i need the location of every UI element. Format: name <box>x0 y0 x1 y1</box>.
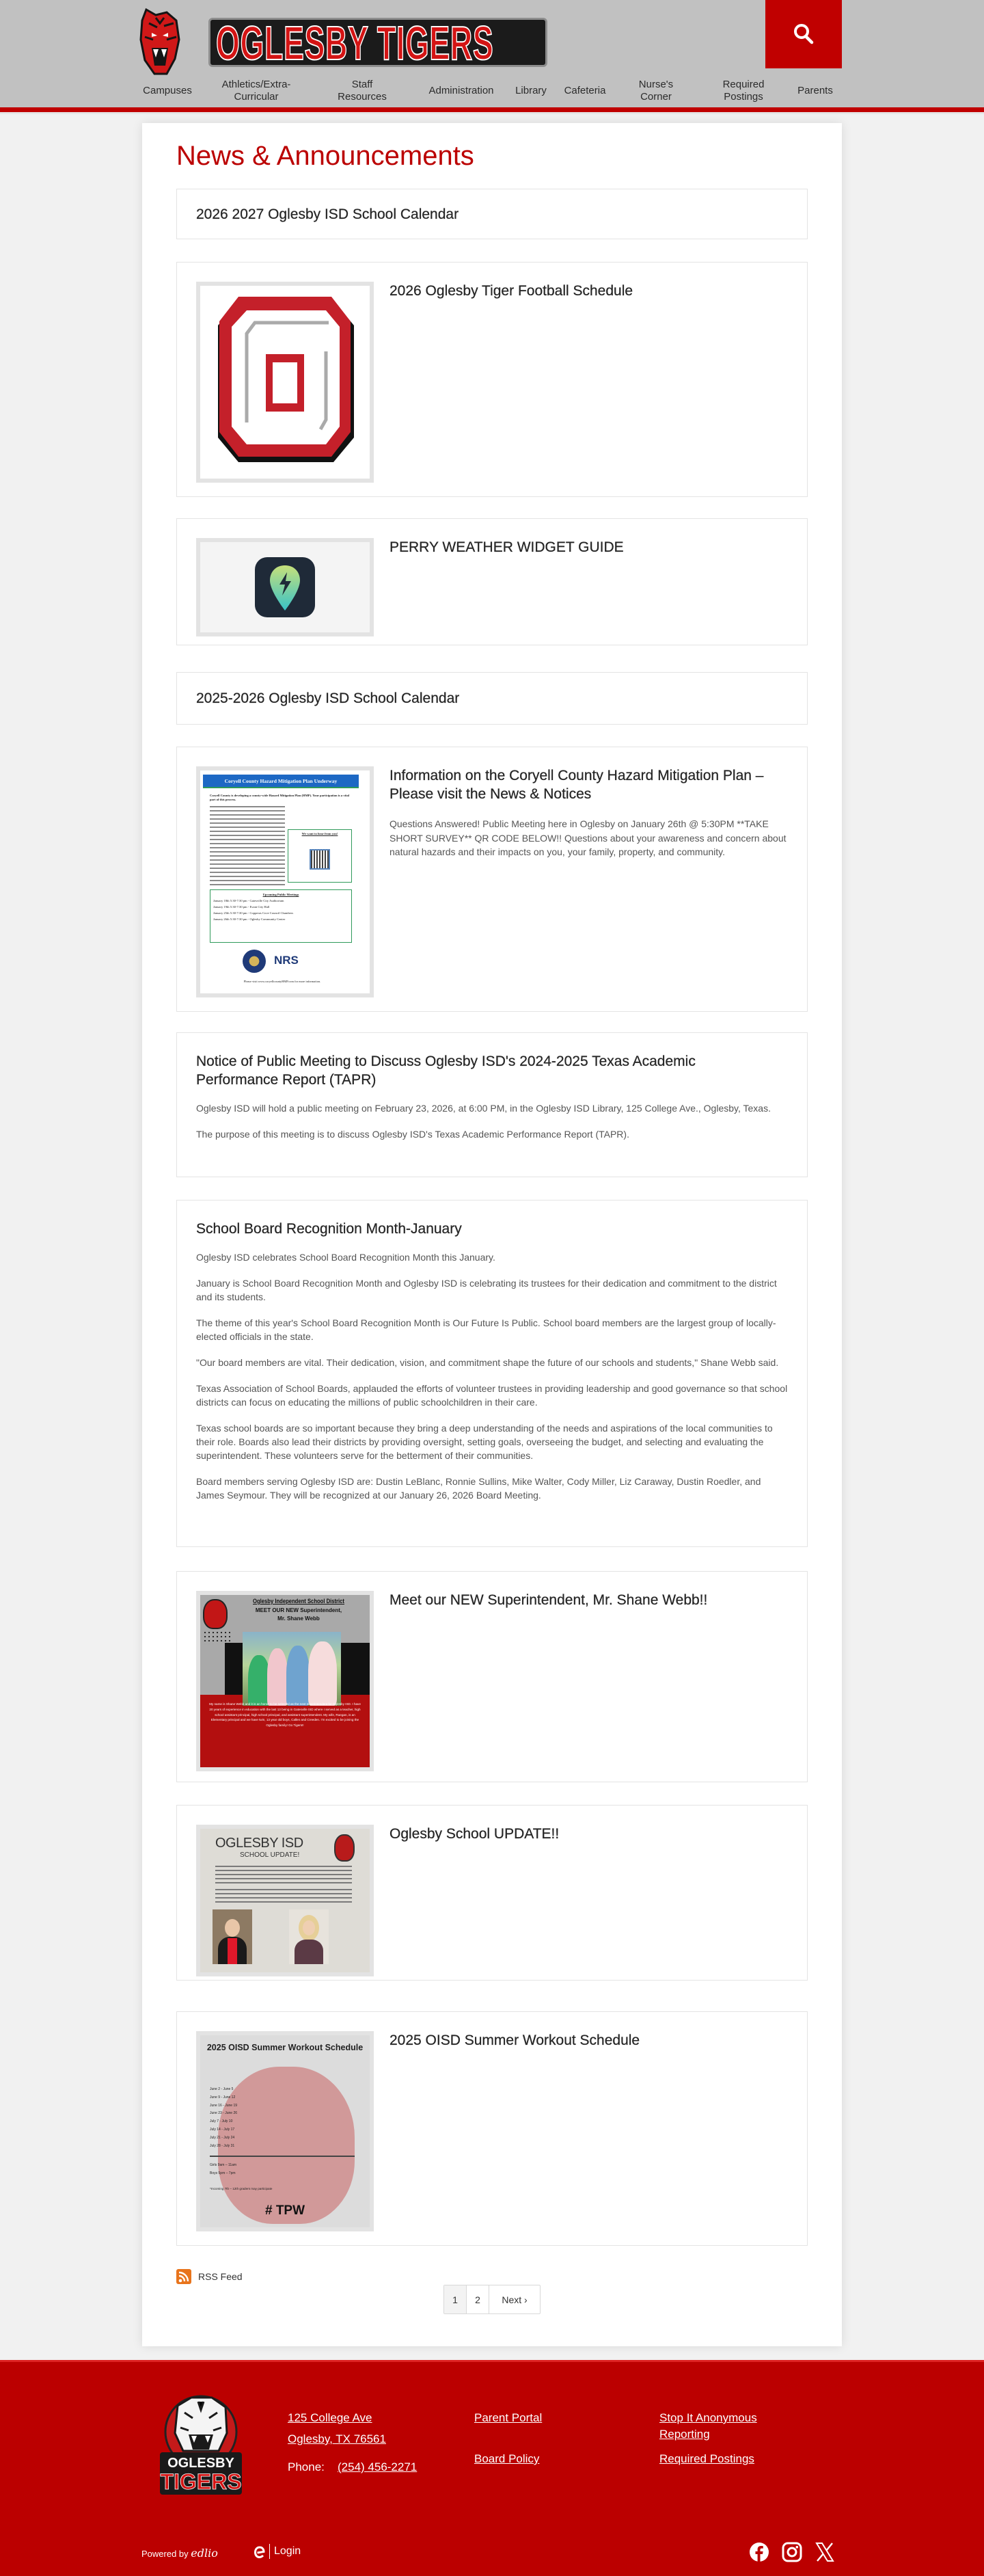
flyer-week: June 16 - June 19 <box>210 2103 238 2108</box>
search-button[interactable] <box>765 0 842 68</box>
site-footer <box>0 2360 984 2576</box>
login-separator <box>269 2544 270 2559</box>
nav-athletics[interactable]: Athletics/Extra-Curricular <box>221 79 291 103</box>
page-2-button[interactable]: 2 <box>467 2285 489 2313</box>
flyer-times <box>210 2161 236 2177</box>
flyer-line: Mr. Shane Webb <box>277 1615 320 1622</box>
news-item-title[interactable]: 2026 2027 Oglesby ISD School Calendar <box>196 206 459 222</box>
tiger-logo-icon <box>203 1599 228 1629</box>
news-item-title[interactable]: 2026 Oglesby Tiger Football Schedule <box>390 283 633 299</box>
news-item-title[interactable]: 2025 OISD Summer Workout Schedule <box>390 2032 640 2048</box>
news-item <box>176 1571 808 1782</box>
flyer-line: Oglesby Independent School District <box>253 1598 344 1605</box>
flyer-week: June 2 - June 5 <box>210 2087 234 2091</box>
flyer-meetings-box <box>210 889 352 943</box>
summer-workout-flyer-image <box>200 2035 370 2227</box>
news-item-summary: Questions Answered! Public Meeting here in Oglesby on January 26th @ 5:30PM **TAKE SHORT SURVEY** QR CODE BELOW!! Questions about your awareness and concern about natural hazards and their impacts on you, your family, property, and community. <box>390 818 787 857</box>
news-paragraph: "Our board members are vital. Their dedication, vision, and commitment shape the future of our schools and students," Shane Webb said. <box>196 1357 779 1368</box>
news-item-title[interactable]: Meet our NEW Superintendent, Mr. Shane Webb!! <box>390 1592 708 1608</box>
news-paragraph: The purpose of this meeting is to discuss Oglesby ISD's Texas Academic Performance Report (TAPR). <box>196 1129 629 1140</box>
powered-by-label: Powered by <box>141 2549 189 2559</box>
x-icon <box>815 2541 835 2563</box>
page-1-button[interactable]: 1 <box>444 2285 467 2313</box>
tiger-logo-icon <box>334 1834 355 1862</box>
flyer-divider <box>210 2156 355 2157</box>
news-item <box>176 2011 808 2246</box>
nav-nurses-corner[interactable]: Nurse's Corner <box>638 79 674 103</box>
flyer-meeting: January 18th 5:30-7:30 pm - Gatesville City Auditorium <box>213 899 284 902</box>
nrs-logo: NRS <box>274 954 299 967</box>
news-paragraph: January is School Board Recognition Month and Oglesby ISD is celebrating its trustees for their dedication and commitment to the district and its students. <box>196 1278 777 1302</box>
news-item <box>176 262 808 497</box>
flyer-weeks <box>210 2086 237 2150</box>
site-header <box>0 0 984 107</box>
footer-logo-line2: TIGERS <box>160 2469 242 2494</box>
flyer-line: OGLESBY ISD <box>215 1836 303 1851</box>
flyer-text-lines <box>215 1866 352 1905</box>
wordmark-text: OGLESBY TIGERS <box>216 18 494 67</box>
flyer-week: July 14 - July 17 <box>210 2127 235 2132</box>
nav-campuses[interactable]: Campuses <box>143 85 192 96</box>
news-item-title[interactable]: 2025-2026 Oglesby ISD School Calendar <box>196 690 460 706</box>
edlio-brand: edlio <box>191 2547 218 2560</box>
news-thumbnail[interactable] <box>196 282 374 483</box>
flyer-hashtag: # TPW <box>264 2203 305 2218</box>
footer-phone-link[interactable]: (254) 456-2271 <box>338 2460 418 2473</box>
news-item-title[interactable]: Information on the Coryell County Hazard Mitigation Plan – Please visit the News & Notices <box>390 768 764 802</box>
news-item <box>176 747 808 1012</box>
news-thumbnail[interactable] <box>196 2031 374 2231</box>
nav-administration[interactable]: Administration <box>428 85 494 96</box>
news-thumbnail[interactable] <box>196 1825 374 1976</box>
header-divider <box>0 112 984 114</box>
footer-link-parent-portal[interactable]: Parent Portal <box>474 2411 543 2424</box>
footer-logo-line1: OGLESBY <box>167 2456 234 2471</box>
oglesby-o-logo-icon <box>200 286 370 479</box>
flyer-text-lines <box>210 806 285 888</box>
flyer-meeting: January 19th 5:30-7:30 pm - Evant City Hall <box>213 905 270 909</box>
flyer-survey-box <box>288 829 352 883</box>
flyer-line: MEET OUR NEW Superintendent, <box>255 1607 342 1613</box>
news-thumbnail[interactable] <box>196 766 374 997</box>
qr-code-icon <box>311 850 329 868</box>
flyer-time: Boys 5pm – 7pm <box>210 2171 236 2175</box>
x-twitter-link[interactable] <box>815 2541 835 2563</box>
family-photo <box>243 1632 341 1706</box>
next-page-button[interactable]: Next › <box>502 2294 528 2305</box>
nav-library[interactable]: Library <box>515 85 547 96</box>
news-thumbnail[interactable] <box>196 1591 374 1771</box>
news-item-body <box>196 1250 788 1502</box>
flyer-box-title: We want to hear from you! <box>301 832 338 835</box>
flyer-week: July 21 - July 24 <box>210 2135 235 2140</box>
pagination <box>443 2285 541 2314</box>
rss-label: RSS Feed <box>198 2271 243 2282</box>
flyer-footer: Please visit www.coryellcountyHMP.com for more information. <box>243 980 321 983</box>
news-paragraph: Oglesby ISD celebrates School Board Recognition Month this January. <box>196 1252 495 1263</box>
principal-photo <box>289 1909 329 1964</box>
instagram-link[interactable] <box>782 2541 802 2563</box>
edlio-e-icon <box>254 2545 265 2558</box>
flyer-week: July 7 - July 10 <box>210 2119 233 2124</box>
nav-cafeteria[interactable]: Cafeteria <box>564 85 606 96</box>
news-item <box>176 1032 808 1177</box>
footer-address-line1[interactable]: 125 College Ave <box>288 2411 372 2424</box>
flyer-meeting: January 26th 5:30-7:30 pm - Oglesby Community Center <box>213 917 286 921</box>
flyer-dot-pattern <box>203 1631 230 1644</box>
flyer-week: June 23 - June 26 <box>210 2111 238 2116</box>
news-item <box>176 1805 808 1981</box>
footer-link-board-policy[interactable]: Board Policy <box>474 2452 540 2465</box>
news-item <box>176 189 808 239</box>
flyer-note: *Incoming 7th – 12th graders may participate <box>210 2187 273 2190</box>
login-link[interactable] <box>254 2544 301 2559</box>
county-seal-icon <box>243 950 266 973</box>
news-item <box>176 672 808 725</box>
rss-icon <box>176 2268 191 2285</box>
flyer-title: 2025 OISD Summer Workout Schedule <box>206 2043 364 2052</box>
flyer-header: Coryell County Hazard Mitigation Plan Underway <box>203 775 359 788</box>
news-item-title[interactable]: Oglesby School UPDATE!! <box>390 1826 560 1842</box>
login-label: Login <box>274 2545 301 2557</box>
news-item <box>176 1200 808 1547</box>
news-item-content <box>390 766 788 859</box>
footer-tiger-logo[interactable] <box>150 2392 251 2499</box>
news-item <box>176 518 808 645</box>
nav-parents[interactable]: Parents <box>797 85 833 96</box>
facebook-link[interactable] <box>749 2541 769 2563</box>
perry-weather-app-icon <box>200 542 370 632</box>
instagram-icon <box>782 2541 802 2563</box>
news-paragraph: Texas Association of School Boards, applauded the efforts of volunteer trustees in providing leadership and good governance so that school districts can focus on educating the millions of public schoolchildren in their care. <box>196 1383 788 1408</box>
news-item-title[interactable]: PERRY WEATHER WIDGET GUIDE <box>390 539 624 555</box>
hazard-flyer-image <box>200 770 370 993</box>
rss-feed-link[interactable] <box>176 2268 808 2285</box>
footer-address-line2[interactable]: Oglesby, TX 76561 <box>288 2432 386 2445</box>
news-item-title[interactable]: School Board Recognition Month-January <box>196 1221 462 1237</box>
footer-link-required-postings[interactable]: Required Postings <box>659 2452 754 2465</box>
flyer-meetings-title: Upcoming Public Meetings <box>262 893 299 896</box>
flyer-week: July 28 - July 31 <box>210 2143 235 2148</box>
flyer-intro: Coryell County is developing a county-wide Hazard Mitigation Plan (HMP). Your participation is a vital part of this process. <box>210 794 350 801</box>
flyer-week: June 9 - June 12 <box>210 2095 236 2099</box>
news-item-body <box>196 1101 788 1141</box>
news-container <box>142 123 842 2346</box>
footer-link-stop-it[interactable]: Stop It Anonymous Reporting <box>659 2411 757 2441</box>
site-wordmark[interactable] <box>208 18 547 67</box>
footer-phone-label: Phone: <box>288 2460 325 2473</box>
facebook-icon <box>749 2541 769 2563</box>
news-paragraph: Board members serving Oglesby ISD are: Dustin LeBlanc, Ronnie Sullins, Mike Walter, Cody Miller, Liz Caraway, Dustin Roedler, and James Seymour. They will be recognized at our January 26, 2026 Board Meeting. <box>196 1476 761 1501</box>
flyer-body: My name is Shane Webb and it is an honor to be selected as the next superintendent for Oglesby ISD. I have 20 years of experience in education with the last 13 being in Gatesville ISD where I served as a teacher, high school assistant principal, high school principal, and assistant superintendent. My wife, Raegan, is an Elementary principal and we have twin, 13 year old boys, Callen and Creeden. I'm excited to be joining the Oglesby family! Go Tigers!! <box>209 1702 361 1728</box>
nav-staff-resources[interactable]: Staff Resources <box>338 79 387 103</box>
flyer-line: SCHOOL UPDATE! <box>240 1851 300 1859</box>
news-paragraph: The theme of this year's School Board Recognition Month is Our Future Is Public. School board members are the largest group of locally-elected officials in the state. <box>196 1317 776 1342</box>
news-paragraph: Texas school boards are so important because they bring a deep understanding of the needs and aspirations of the local communities to their role. Boards also lead their districts by providing oversight, setting goals, overseeing the budget, and selecting and evaluating the superintendent. These volunteers serve for the betterment of their communities. <box>196 1423 773 1461</box>
principal-photo <box>213 1909 252 1964</box>
news-paragraph: Oglesby ISD will hold a public meeting on February 23, 2026, at 6:00 PM, in the Oglesby ISD Library, 125 College Ave., Oglesby, Texas. <box>196 1103 771 1114</box>
faded-tiger-icon <box>218 2067 355 2224</box>
nav-required-postings[interactable]: Required Postings <box>722 79 765 103</box>
news-thumbnail[interactable] <box>196 538 374 636</box>
powered-by-edlio[interactable] <box>141 2547 218 2560</box>
header-red-stripe <box>0 107 984 112</box>
flyer-meeting: January 25th 5:30-7:30 pm - Copperas Cove Council Chambers <box>213 911 294 915</box>
tiger-head-logo[interactable] <box>139 5 180 77</box>
news-item-title[interactable]: Notice of Public Meeting to Discuss Oglesby ISD's 2024-2025 Texas Academic Performance Report (TAPR) <box>196 1054 696 1088</box>
superintendent-flyer-image <box>200 1595 370 1767</box>
page-title: News & Announcements <box>176 141 474 171</box>
search-icon <box>793 23 814 45</box>
school-update-flyer-image <box>200 1829 370 1972</box>
flyer-time: Girls 9am – 11am <box>210 2163 237 2167</box>
